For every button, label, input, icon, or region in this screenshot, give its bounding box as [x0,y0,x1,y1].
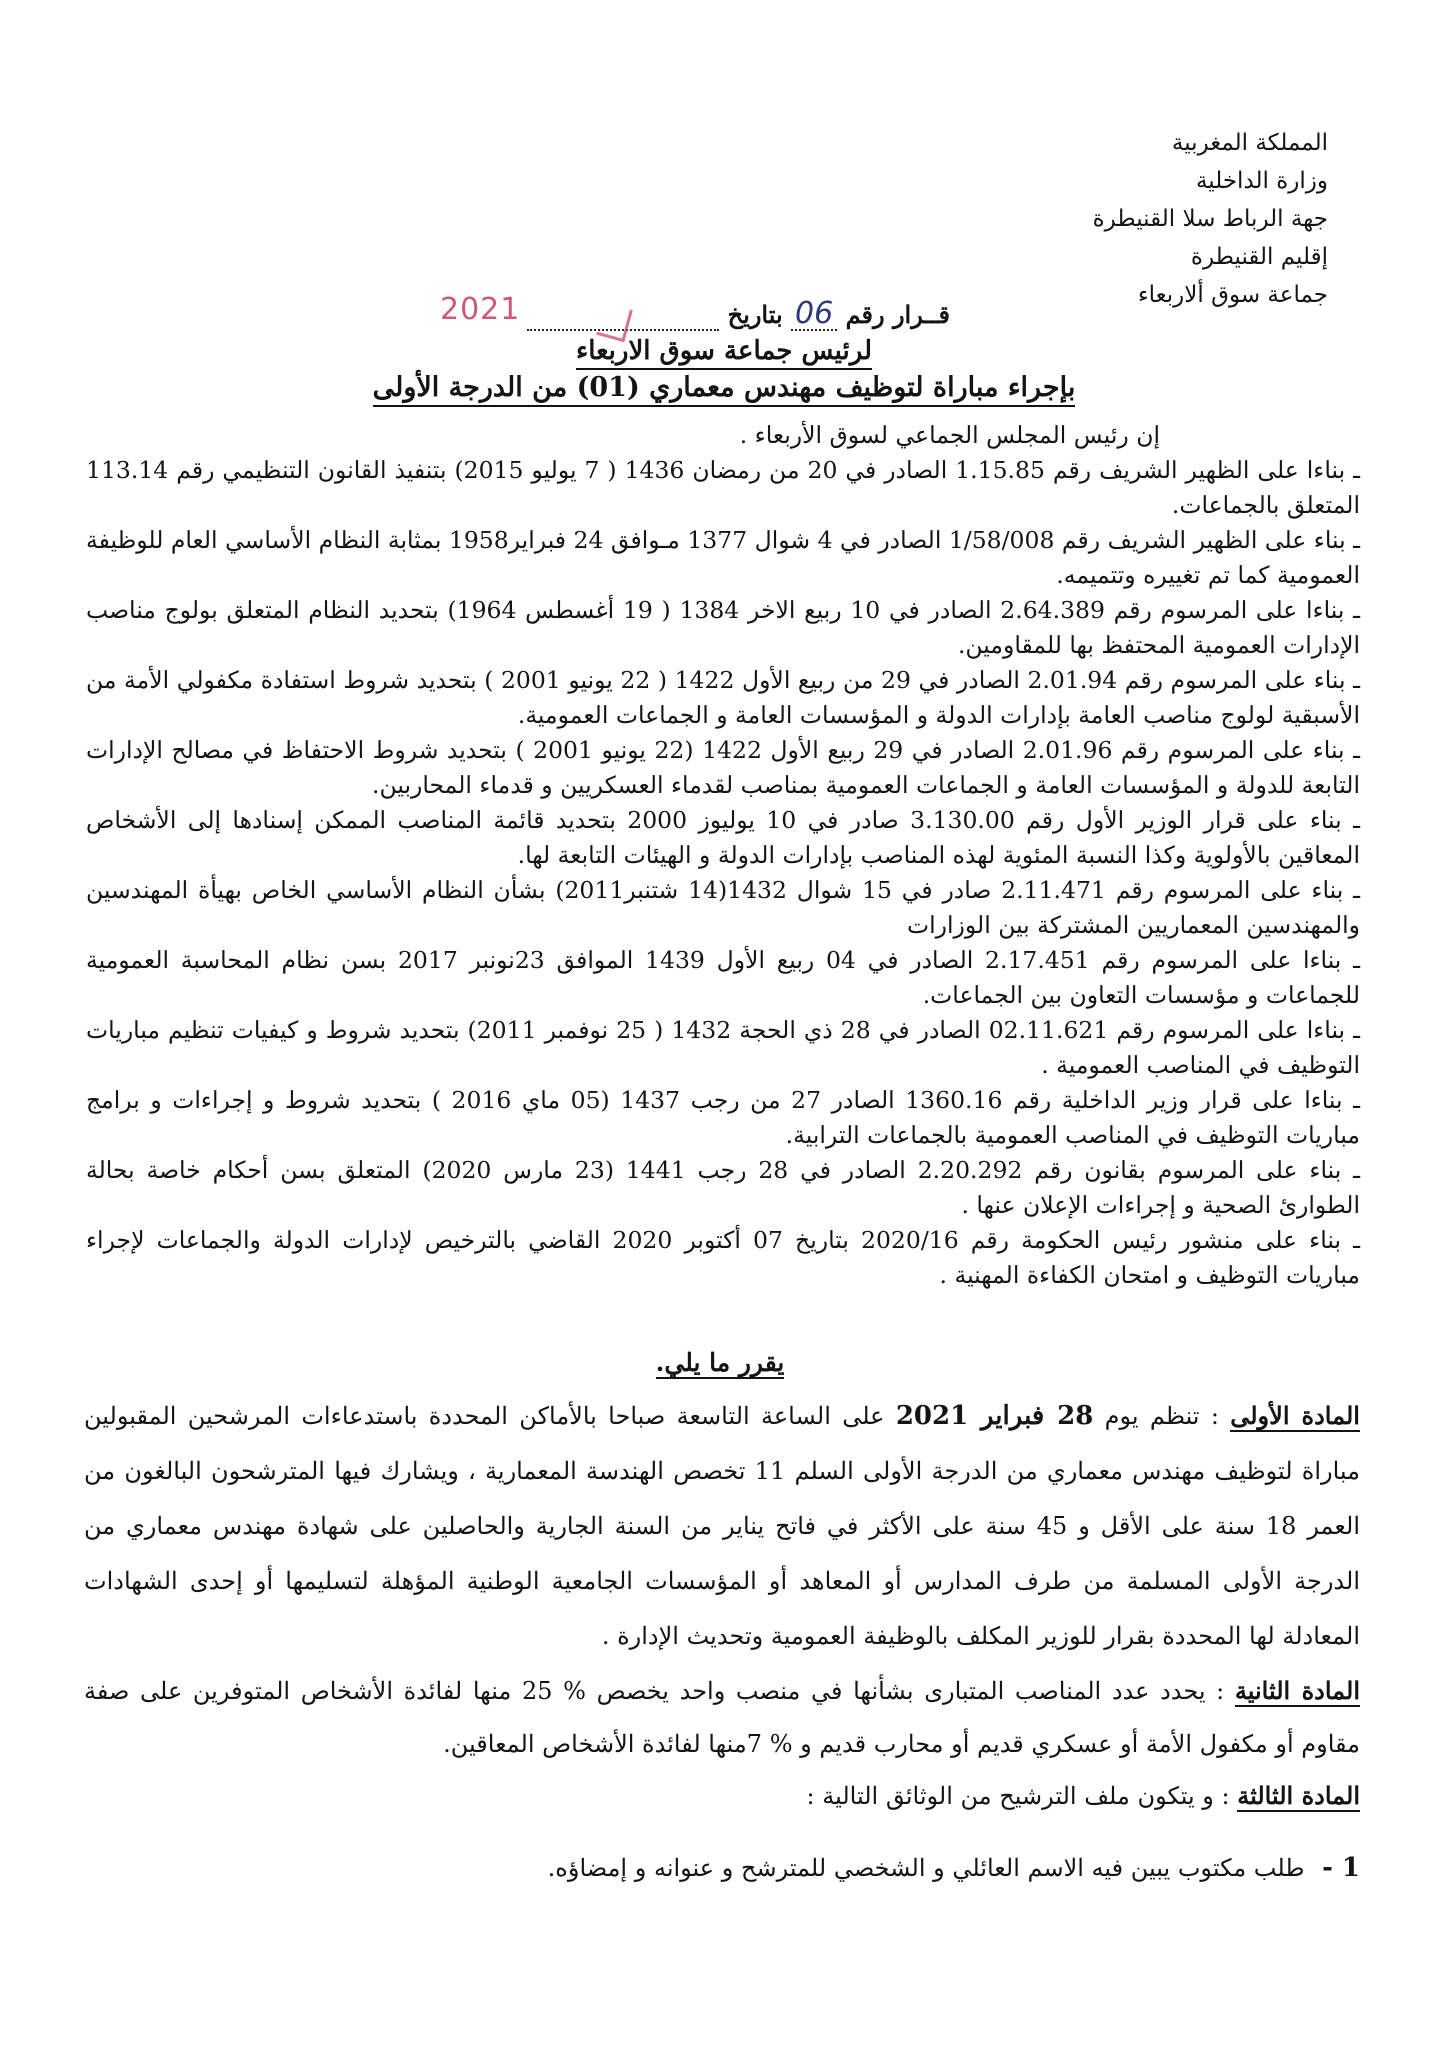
letterhead-province: إقليم القنيطرة [1190,244,1328,270]
preamble-item: ـ بناءا على المرسوم رقم 2.64.389 الصادر في 10 ربيع الاخر 1384 ( 19 أغسطس 1964) بتحديد النظام المتعلق بولوج مناصب الإدارات العمومية المحتفظ بها للمقاومين. [86,596,1361,659]
letterhead-ministry: وزارة الداخلية [1195,168,1328,194]
preamble-item: ـ بناء على المرسوم رقم 2.11.471 صادر في 15 شوال 1432(14 شتنبر2011) بشأن النظام الأساسي الخاص بهيأة المهندسين والمهندسين المعماريين المشتركة بين الوزارات [86,876,1360,939]
preamble-item: ـ بناءا على المرسوم رقم 02.11.621 الصادر في 28 ذي الحجة 1432 ( 25 نوفمبر 2011) بتحديد شروط و كيفيات تنظيم مباريات التوظيف في المناصب العمومية . [86,1016,1361,1079]
article-2-label: المادة الثانية [1234,1676,1360,1705]
preamble-item: ـ بناء على المرسوم بقانون رقم 2.20.292 الصادر في 28 رجب 1441 (23 مارس 2020) المتعلق بسن أحكام خاصة بحالة الطوارئ الصحية و إجراءات الإعلان عنها . [86,1156,1361,1219]
preamble [86,418,1360,1293]
decision-subject-text: بإجراء مباراة لتوظيف مهندس معماري (01) من الدرجة الأولى [373,372,1076,407]
article-2 [84,1664,1360,1771]
preamble-intro: إن رئيس المجلس الجماعي لسوق الأربعاء . [739,421,1160,449]
required-document-1-text: طلب مكتوب يبين فيه الاسم العائلي و الشخصي للمترشح و عنوانه و إمضاؤه. [547,1854,1305,1882]
letterhead-kingdom: المملكة المغربية [1171,130,1328,156]
required-document-1-number: 1 - [1322,1853,1360,1883]
article-1-text: على الساعة التاسعة صباحا بالأماكن المحددة باستدعاءات المرشحين المقبولين مباراة لتوظيف مهندس معماري من الدرجة الأولى السلم 11 تخصص الهندسة المعمارية ، ويشارك فيها المترشحون البالغون من العمر 18 سنة على الأقل و 45 سنة على الأكثر في فاتح يناير من السنة الجارية والحاصلين على شهادة مهندس معماري من الدرجة الأولى المسلمة من طرف المدارس أو المعاهد أو المؤسسات الجامعية الوطنية المؤهلة لتسليمها أو إحدى الشهادات المعادلة لها المحددة بقرار للوزير المكلف بالوظيفة العمومية وتحديث الإدارة . [84,1402,1361,1650]
letterhead [868,124,1328,314]
preamble-item: ـ بناءا على قرار وزير الداخلية رقم 1360.16 الصادر 27 من رجب 1437 (05 ماي 2016 ) بتحديد شروط و إجراءات و برامج مباريات التوظيف في المناصب العمومية بالجماعات الترابية. [86,1086,1361,1149]
preamble-item: ـ بناءا على المرسوم رقم 2.17.451 الصادر في 04 ربيع الأول 1439 الموافق 23نونبر 2017 بسن نظام المحاسبة العمومية للجماعات و مؤسسات التعاون بين الجماعات. [86,946,1360,1009]
preamble-item: ـ بناء على قرار الوزير الأول رقم 3.130.00 صادر في 10 يوليوز 2000 بتحديد قائمة المناصب الممكن إسنادها إلى الأشخاص المعاقين بالأولوية وكذا النسبة المئوية لهذه المناصب بإدارات الدولة و الهيئات التابعة لها. [86,806,1360,869]
article-2-text: : يحدد عدد المناصب المتبارى بشأنها في منصب واحد يخصص % 25 منها لفائدة الأشخاص المتوفرين على صفة مقاوم أو مكفول الأمة أو عسكري قديم أو محارب قديم و % 7منها لفائدة الأشخاص المعاقين. [84,1677,1360,1758]
article-1-prefix: : تنظم يوم [1104,1402,1219,1430]
decides-heading [600,1348,840,1377]
decision-label: قــرار رقم [845,300,950,329]
preamble-item: ـ بناءا على الظهير الشريف رقم 1.15.85 الصادر في 20 من رمضان 1436 ( 7 يوليو 2015) بتنفيذ القانون التنظيمي رقم 113.14 المتعلق بالجماعات. [86,456,1360,519]
issuer-title-text: لرئيس جماعة سوق الاربعاء [576,336,872,370]
decision-number-handwritten: 06 [795,296,834,331]
preamble-item: ـ بناء على المرسوم رقم 2.01.96 الصادر في 29 ربيع الأول 1422 (22 يونيو 2001 ) بتحديد شروط الاحتفاظ في مصالح الإدارات التابعة للدولة و المؤسسات العامة و الجماعات العمومية بمناصب لقدماء العسكريين و قدماء المحاربين. [86,736,1361,799]
decision-date-label: بتاريخ [727,300,783,329]
articles [84,1388,1360,1821]
article-3-label: المادة الثالثة [1237,1781,1360,1810]
article-3 [84,1771,1360,1821]
article-1-label: المادة الأولى [1230,1401,1360,1430]
preamble-item: ـ بناء على الظهير الشريف رقم 1/58/008 الصادر في 4 شوال 1377 مـوافق 24 فبراير1958 بمثابة النظام الأساسي العام للوظيفة العمومية كما تم تغييره وتتميمه. [86,526,1360,589]
required-document-1 [200,1848,1360,1888]
preamble-item: ـ بناء على منشور رئيس الحكومة رقم 2020/16 بتاريخ 07 أكتوبر 2020 القاضي بالترخيص لإدارات الدولة والجماعات لإجراء مباريات التوظيف و امتحان الكفاءة المهنية . [86,1226,1360,1289]
issuer-title [200,336,1248,366]
article-1-date: 28 فبراير 2021 [895,1401,1094,1431]
letterhead-commune: جماعة سوق ألاربعاء [1137,282,1328,308]
article-3-text: : و يتكون ملف الترشيح من الوثائق التالية : [806,1782,1230,1810]
decision-subject [200,372,1248,403]
article-1 [84,1388,1360,1664]
letterhead-region: جهة الرباط سلا القنيطرة [1092,206,1328,232]
decides-heading-text: يقرر ما يلي. [655,1348,785,1377]
date-stamp-year: 2021 [440,292,521,327]
decision-number-field [791,296,837,331]
preamble-item: ـ بناء على المرسوم رقم 2.01.94 الصادر في 29 من ربيع الأول 1422 ( 22 يونيو 2001 ) بتحديد شروط استفادة مكفولي الأمة من الأسبقية لولوج مناصب العامة بإدارات الدولة و المؤسسات العامة و الجماعات العمومية. [86,666,1361,729]
